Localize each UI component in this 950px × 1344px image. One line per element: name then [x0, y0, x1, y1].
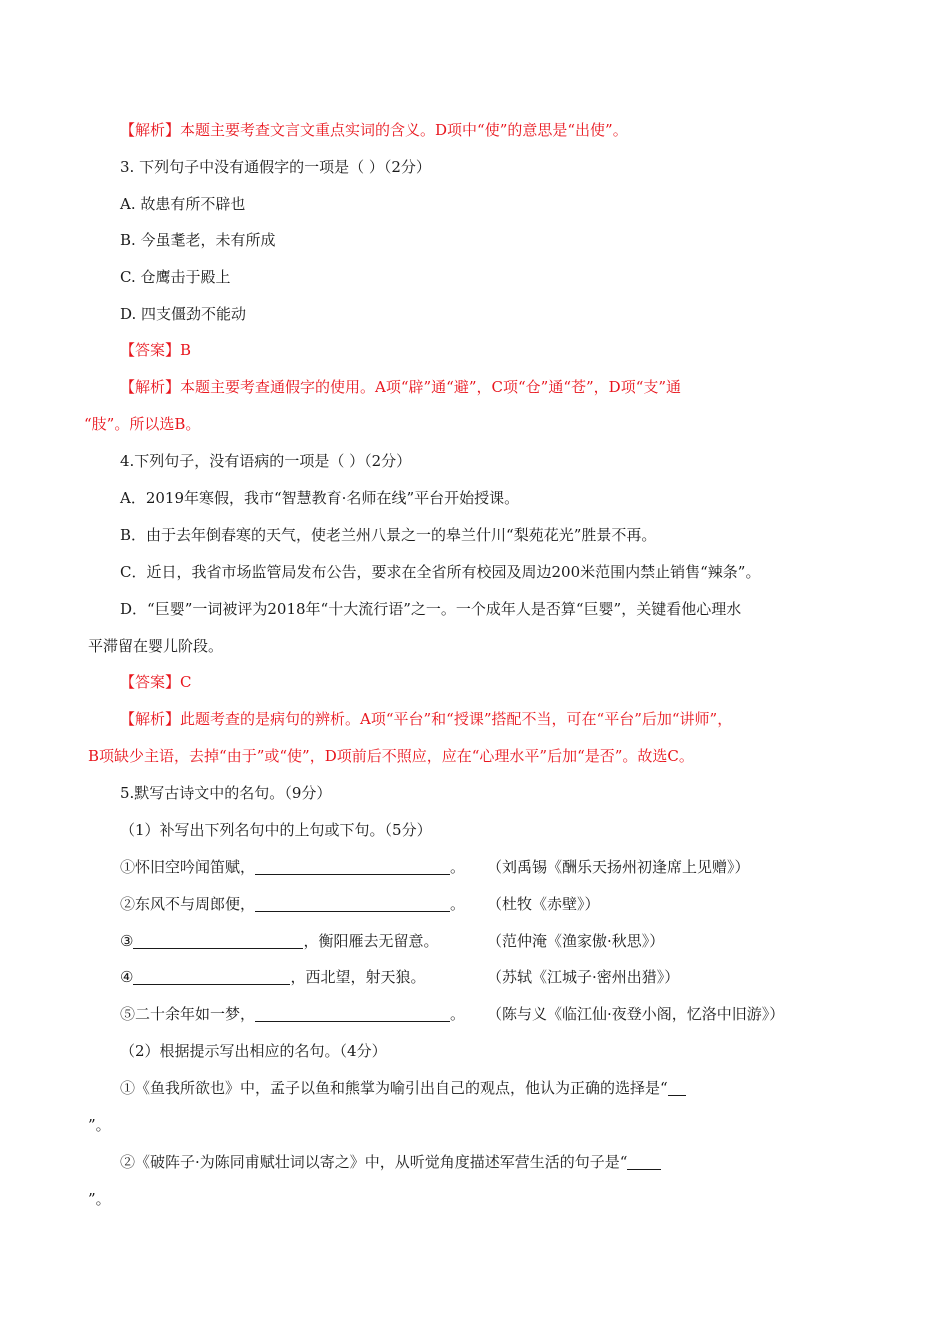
answer-blank[interactable]	[255, 895, 450, 912]
analysis-text: 此题考查的是病句的辨析。A项“平台”和“授课”搭配不当，可在“平台”后加“讲师”，	[180, 710, 733, 728]
q3-analysis-line1	[120, 377, 681, 397]
q5-item-5-source: （陈与义《临江仙·夜登小阁，忆洛中旧游》）	[487, 1005, 785, 1023]
prompt-text: ①《鱼我所欲也》中，孟子以鱼和熊掌为喻引出自己的观点，他认为正确的选择是“	[120, 1079, 668, 1097]
q3-stem: 3. 下列句子中没有通假字的一项是（ ）（2分）	[120, 158, 431, 176]
answer-blank[interactable]	[133, 932, 303, 949]
q5-prompt-2	[120, 1152, 661, 1172]
analysis-text: 本题主要考查文言文重点实词的含义。D项中“使”的意思是“出使”。	[180, 121, 628, 139]
item-text-before: ②东风不与周郎便，	[120, 895, 256, 913]
q5-prompt-1	[120, 1078, 686, 1098]
q4-analysis-line1	[120, 709, 732, 729]
q4-answer: 【答案】C	[120, 673, 192, 691]
q3-answer: 【答案】B	[120, 341, 192, 359]
q3-analysis-line2: “肢”。所以选B。	[84, 415, 201, 433]
q5-item-1-source: （刘禹锡《酬乐天扬州初逢席上见赠》）	[487, 858, 750, 876]
item-text-after: 。	[450, 895, 466, 913]
analysis-tag: 【解析】	[120, 710, 181, 728]
q4-option-b: B．由于去年倒春寒的天气，使老兰州八景之一的皋兰什川“梨苑花光”胜景不再。	[120, 526, 657, 544]
prompt-text: ②《破阵子·为陈同甫赋壮词以寄之》中，从听觉角度描述军营生活的句子是“	[120, 1153, 628, 1171]
analysis-text: 本题主要考查通假字的使用。A项“辟”通“避”，C项“仓”通“苍”，D项“支”通	[180, 378, 682, 396]
q4-analysis-line2: B项缺少主语，去掉“由于”或“使”，D项前后不照应，应在“心理水平”后加“是否”。故选C。	[88, 747, 694, 765]
item-text-before: ④	[120, 968, 134, 986]
item-text-after: ，西北望，射天狼。	[290, 968, 426, 986]
answer-blank[interactable]	[668, 1079, 686, 1096]
q5-item-4-source: （苏轼《江城子·密州出猎》）	[487, 968, 680, 986]
q5-prompt-1-cont: ”。	[88, 1116, 111, 1134]
analysis-tag: 【解析】	[120, 121, 181, 139]
item-text-after: 。	[450, 1005, 466, 1023]
q5-part1-title: （1）补写出下列名句中的上句或下句。（5分）	[120, 821, 432, 839]
q4-option-d: D．“巨婴”一词被评为2018年“十大流行语”之一。一个成年人是否算“巨婴”，关键看他心理水	[120, 600, 742, 618]
q5-item-1	[120, 857, 465, 877]
answer-blank[interactable]	[627, 1153, 661, 1170]
q5-item-5	[120, 1004, 465, 1024]
item-text-before: ③	[120, 932, 134, 950]
q4-option-d-cont: 平滞留在婴儿阶段。	[88, 637, 224, 655]
q5-item-2	[120, 894, 465, 914]
answer-blank[interactable]	[133, 968, 290, 985]
q5-part2-title: （2）根据提示写出相应的名句。（4分）	[120, 1042, 387, 1060]
q3-option-c: C. 仓鹰击于殿上	[120, 268, 231, 286]
q4-stem: 4.下列句子，没有语病的一项是（ ）（2分）	[120, 452, 412, 470]
item-text-before: ⑤二十余年如一梦，	[120, 1005, 256, 1023]
item-text-after: ，衡阳雁去无留意。	[303, 932, 439, 950]
analysis-tag: 【解析】	[120, 378, 181, 396]
q2-analysis	[120, 120, 628, 140]
q4-option-a: A．2019年寒假，我市“智慧教育·名师在线”平台开始授课。	[120, 489, 520, 507]
q4-option-c: C．近日，我省市场监管局发布公告，要求在全省所有校园及周边200米范围内禁止销售“辣条”。	[120, 563, 761, 581]
q5-item-3	[120, 931, 438, 951]
q3-option-b: B. 今虽耄老，未有所成	[120, 231, 276, 249]
q5-item-4	[120, 967, 425, 987]
answer-blank[interactable]	[255, 1005, 450, 1022]
q3-option-a: A. 故患有所不辟也	[120, 195, 246, 213]
q3-option-d: D. 四支僵劲不能动	[120, 305, 247, 323]
item-text-before: ①怀旧空吟闻笛赋，	[120, 858, 256, 876]
q5-item-3-source: （范仲淹《渔家傲·秋思》）	[487, 932, 665, 950]
q5-prompt-2-cont: ”。	[88, 1190, 111, 1208]
q5-stem: 5.默写古诗文中的名句。（9分）	[120, 784, 332, 802]
item-text-after: 。	[450, 858, 466, 876]
q5-item-2-source: （杜牧《赤壁》）	[487, 895, 600, 913]
answer-blank[interactable]	[255, 858, 450, 875]
